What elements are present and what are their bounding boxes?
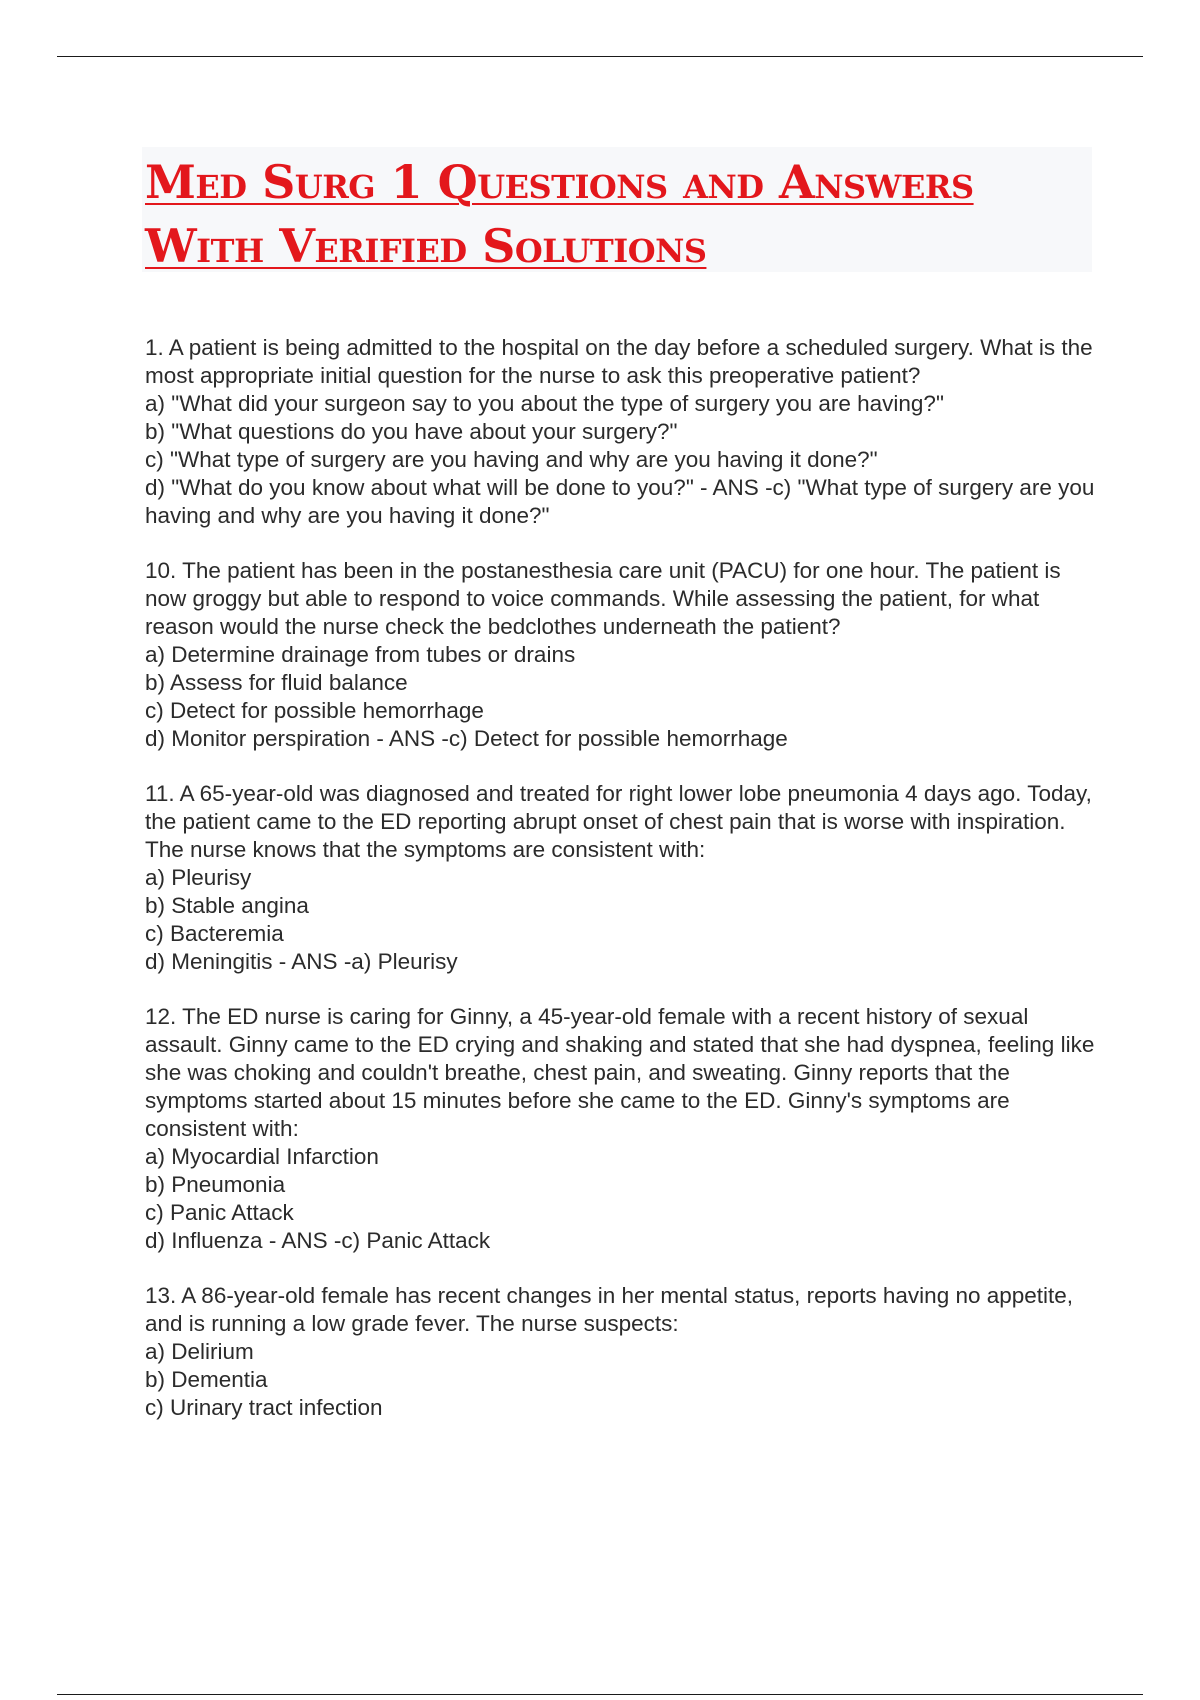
answer-option: c) Detect for possible hemorrhage	[145, 698, 484, 723]
answer-options	[145, 1143, 1105, 1255]
question-1	[145, 334, 1105, 530]
question-10	[145, 557, 1105, 753]
question-stem: 11. A 65-year-old was diagnosed and treated for right lower lobe pneumonia 4 days ago. Today, the patient came to the ED reporting abrupt onset of chest pain that is worse with inspiration. The nurse knows that the symptoms are consistent with:	[145, 781, 1092, 862]
answer-option: b) Dementia	[145, 1367, 268, 1392]
answer-options	[145, 1338, 1105, 1422]
document-title-line-1: Med Surg 1 Questions and Answers	[145, 155, 974, 209]
answer-option: b) Assess for fluid balance	[145, 670, 408, 695]
page-top-rule	[57, 56, 1143, 57]
question-list	[145, 334, 1105, 1449]
document-title-line-2: With Verified Solutions	[145, 219, 707, 273]
question-stem: 1. A patient is being admitted to the hospital on the day before a scheduled surgery. What is the most appropriate initial question for the nurse to ask this preoperative patient?	[145, 335, 1093, 388]
answer-option: b) "What questions do you have about your surgery?"	[145, 419, 678, 444]
question-11	[145, 780, 1105, 976]
answer-option: c) Bacteremia	[145, 921, 284, 946]
answer-option-with-answer: d) "What do you know about what will be done to you?" - ANS -c) "What type of surgery are you having and why are you having it done?"	[145, 475, 1095, 528]
answer-option: b) Pneumonia	[145, 1172, 286, 1197]
answer-option: c) Urinary tract infection	[145, 1395, 383, 1420]
page-bottom-rule	[57, 1694, 1143, 1695]
answer-option: a) "What did your surgeon say to you about the type of surgery you are having?"	[145, 391, 944, 416]
question-13	[145, 1282, 1105, 1422]
question-stem: 12. The ED nurse is caring for Ginny, a 45-year-old female with a recent history of sexual assault. Ginny came to the ED crying and shaking and stated that she had dyspnea, feeling like she was choking and couldn't breathe, chest pain, and sweating. Ginny reports that the symptoms started about 15 minutes before she came to the ED. Ginny's symptoms are consistent with:	[145, 1004, 1095, 1141]
answer-option: a) Myocardial Infarction	[145, 1144, 379, 1169]
answer-option: a) Delirium	[145, 1339, 254, 1364]
question-stem: 13. A 86-year-old female has recent changes in her mental status, reports having no appetite, and is running a low grade fever. The nurse suspects:	[145, 1283, 1074, 1336]
answer-option-with-answer: d) Influenza - ANS -c) Panic Attack	[145, 1228, 491, 1253]
answer-option: b) Stable angina	[145, 893, 309, 918]
answer-options	[145, 864, 1105, 976]
answer-options	[145, 641, 1105, 753]
question-12	[145, 1003, 1105, 1255]
answer-option-with-answer: d) Monitor perspiration - ANS -c) Detect for possible hemorrhage	[145, 726, 788, 751]
answer-option: a) Pleurisy	[145, 865, 252, 890]
answer-option: c) Panic Attack	[145, 1200, 294, 1225]
answer-options	[145, 390, 1105, 530]
question-stem: 10. The patient has been in the postanesthesia care unit (PACU) for one hour. The patient is now groggy but able to respond to voice commands. While assessing the patient, for what reason would the nurse check the bedclothes underneath the patient?	[145, 558, 1061, 639]
answer-option: a) Determine drainage from tubes or drains	[145, 642, 576, 667]
answer-option: c) "What type of surgery are you having and why are you having it done?"	[145, 447, 878, 472]
answer-option-with-answer: d) Meningitis - ANS -a) Pleurisy	[145, 949, 458, 974]
